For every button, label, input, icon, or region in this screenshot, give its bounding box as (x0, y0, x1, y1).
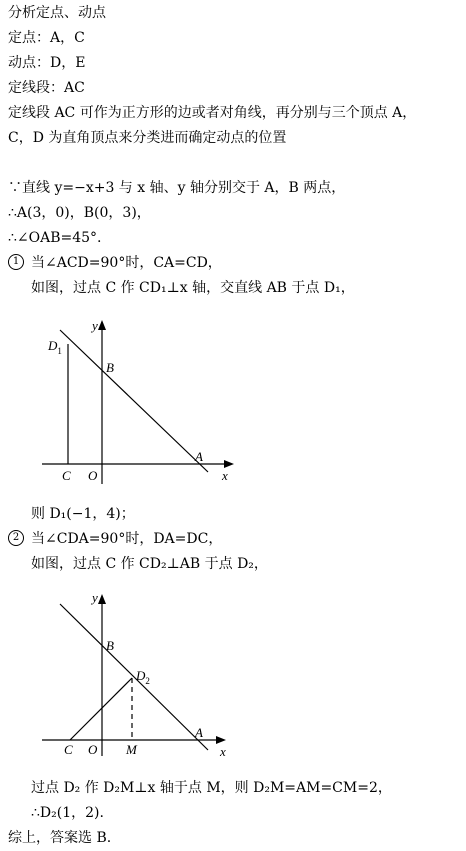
text-line-13: 当∠CDA=90°时，DA=DC， (31, 531, 223, 547)
text-line-7: ∵直线 y=−x+3 与 x 轴、y 轴分别交于 A，B 两点， (8, 180, 346, 196)
fig2-y-label: y (92, 590, 98, 605)
text-line-16: ∴D₂(1，2). (31, 805, 104, 821)
fig1-a-label: A (195, 449, 203, 464)
text-line-2: 定点：A，C (8, 30, 85, 46)
text-line-15: 过点 D₂ 作 D₂M⊥x 轴于点 M，则 D₂M=AM=CM=2， (31, 780, 392, 796)
text-line-3: 动点：D，E (8, 55, 86, 71)
text-line-4: 定线段：AC (8, 80, 85, 96)
text-line-9: ∴∠OAB=45°. (8, 230, 102, 246)
figure-2 (30, 588, 250, 760)
fig2-x-label: x (220, 744, 226, 759)
case-number-2: 2 (8, 530, 24, 546)
fig2-b-label: B (106, 638, 114, 653)
text-line-10: 当∠ACD=90°时，CA=CD， (31, 255, 222, 271)
text-line-8: ∴A(3，0)，B(0，3)， (8, 205, 151, 221)
fig2-d2-label: $D_2$ (136, 668, 150, 686)
fig1-y-label: y (92, 318, 98, 333)
fig2-c-label: C (64, 742, 73, 757)
text-line-14: 如图，过点 C 作 CD₂⊥AB 于点 D₂， (31, 556, 268, 572)
fig1-d1-label: $D_1$ (48, 338, 62, 356)
text-line-6: C，D 为直角顶点来分类进而确定动点的位置 (8, 130, 287, 146)
fig1-o-label: O (88, 468, 98, 483)
text-line-17: 综上，答案选 B. (8, 830, 112, 846)
text-line-12: 则 D₁(−1，4)； (31, 506, 135, 522)
fig1-x-label: x (222, 468, 228, 483)
case-number-1: 1 (8, 254, 24, 270)
fig2-a-label: A (195, 725, 203, 740)
fig1-c-label: C (62, 468, 71, 483)
fig2-o-label: O (88, 742, 98, 757)
figure-1 (30, 312, 250, 490)
text-line-11: 如图，过点 C 作 CD₁⊥x 轴，交直线 AB 于点 D₁， (31, 280, 355, 296)
text-line-5: 定线段 AC 可作为正方形的边或者对角线，再分别与三个顶点 A， (8, 105, 417, 121)
text-line-1: 分析定点、动点 (8, 5, 106, 21)
fig2-m-label: M (126, 742, 137, 757)
fig1-b-label: B (106, 360, 114, 375)
